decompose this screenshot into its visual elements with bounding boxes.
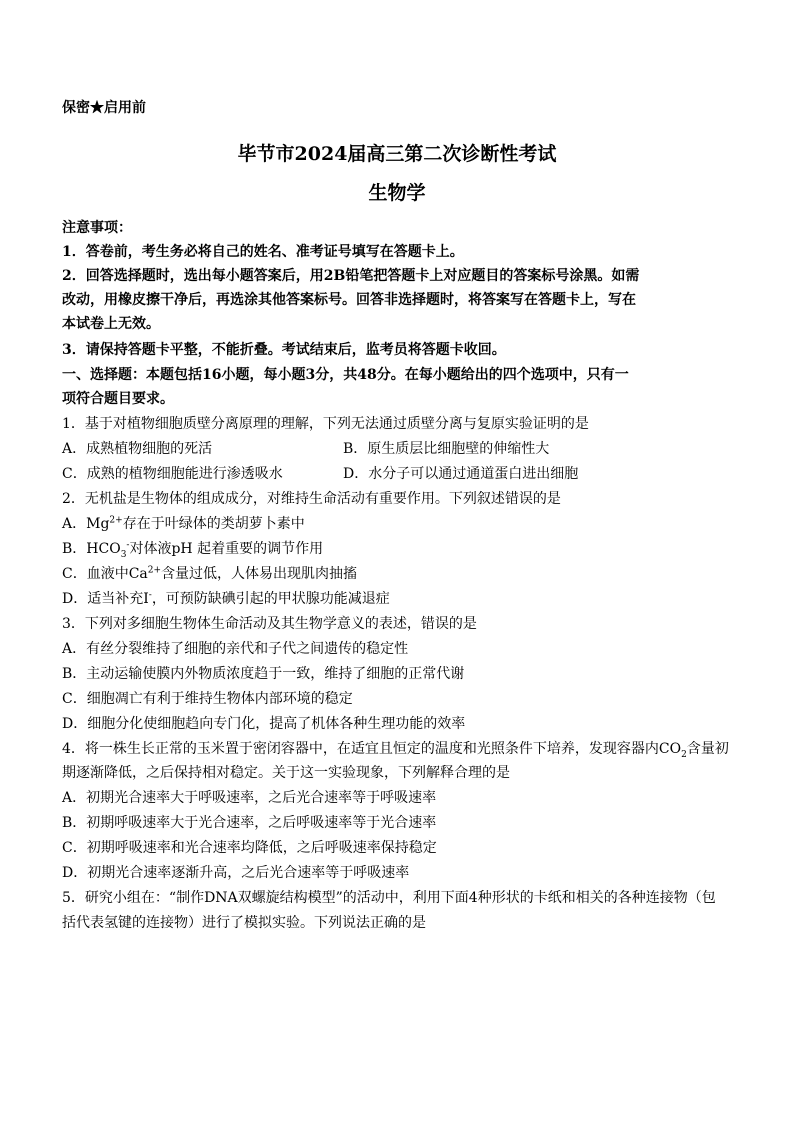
option-b: B．原生质层比细胞壁的伸缩性大 [343, 441, 550, 457]
question-stem: 1．基于对植物细胞质壁分离原理的理解，下列无法通过质壁分离与复原实验证明的是 [62, 416, 589, 432]
question-stem: 2．无机盐是生物体的组成成分，对维持生命活动有重要作用。下列叙述错误的是 [62, 491, 561, 507]
question-stem-cont: 括代表氢键的连接物）进行了模拟实验。下列说法正确的是 [62, 915, 426, 931]
option-b: B．主动运输使膜内外物质浓度趋于一致，维持了细胞的正常代谢 [62, 666, 465, 682]
option-c: C．细胞凋亡有利于维持生物体内部环境的稳定 [62, 691, 353, 707]
option-c: C．初期呼吸速率和光合速率均降低，之后呼吸速率保持稳定 [62, 840, 437, 856]
question-stem-cont: 期逐渐降低，之后保持相对稳定。关于这一实验现象，下列解释合理的是 [62, 765, 510, 781]
subject-title: 生物学 [368, 182, 426, 204]
exam-title: 毕节市2024届高三第二次诊断性考试 [237, 143, 557, 165]
option-b: B．$HCO_3^-$对体液pH 起着重要的调节作用 [62, 540, 324, 560]
option-a: A．成熟植物细胞的死活 [62, 441, 213, 457]
option-a: A．初期光合速率大于呼吸速率，之后光合速率等于呼吸速率 [62, 790, 437, 806]
notice-heading: 注意事项： [62, 220, 132, 236]
section-heading: 一、选择题：本题包括16小题，每小题3分，共48分。在每小题给出的四个选项中，只有一 [62, 367, 629, 383]
option-d: D．初期光合速率逐渐升高，之后光合速率等于呼吸速率 [62, 865, 410, 881]
notice-item: 3．请保持答题卡平整，不能折叠。考试结束后，监考员将答题卡收回。 [62, 342, 506, 358]
option-a: A．有丝分裂维持了细胞的亲代和子代之间遗传的稳定性 [62, 641, 409, 657]
section-heading-cont: 项符合题目要求。 [62, 391, 174, 407]
option-a: A．$Mg^{2+}$存在于叶绿体的类胡萝卜素中 [62, 515, 305, 532]
notice-item: 1．答卷前，考生务必将自己的姓名、准考证号填写在答题卡上。 [62, 244, 464, 260]
option-d: D．水分子可以通过通道蛋白进出细胞 [343, 466, 579, 482]
option-c: C．血液中$Ca^{2+}$含量过低，人体易出现肌肉抽搐 [62, 565, 358, 582]
option-d: D．细胞分化使细胞趋向专门化，提高了机体各种生理功能的效率 [62, 716, 466, 732]
notice-item: 本试卷上无效。 [62, 316, 160, 332]
notice-item: 改动，用橡皮擦干净后，再选涂其他答案标号。回答非选择题时，将答案写在答题卡上，写在 [62, 292, 636, 308]
option-c: C．成熟的植物细胞能进行渗透吸水 [62, 466, 283, 482]
question-stem: 4．将一株生长正常的玉米置于密闭容器中，在适宜且恒定的温度和光照条件下培养，发现容器内$CO_2$含量初 [62, 741, 729, 760]
question-stem: 5．研究小组在：“制作DNA双螺旋结构模型”的活动中，利用下面4种形状的卡纸和相关的各种连接物（包 [62, 890, 716, 906]
confidential-label: 保密★启用前 [62, 100, 146, 116]
option-b: B．初期呼吸速率大于光合速率，之后呼吸速率等于光合速率 [62, 815, 437, 831]
question-stem: 3．下列对多细胞生物体生命活动及其生物学意义的表述，错误的是 [62, 616, 477, 632]
option-d: D．适当补充I-，可预防缺碘引起的甲状腺功能减退症 [62, 590, 390, 607]
notice-item: 2．回答选择题时，选出每小题答案后，用2B铅笔把答题卡上对应题目的答案标号涂黑。如需 [62, 268, 640, 284]
